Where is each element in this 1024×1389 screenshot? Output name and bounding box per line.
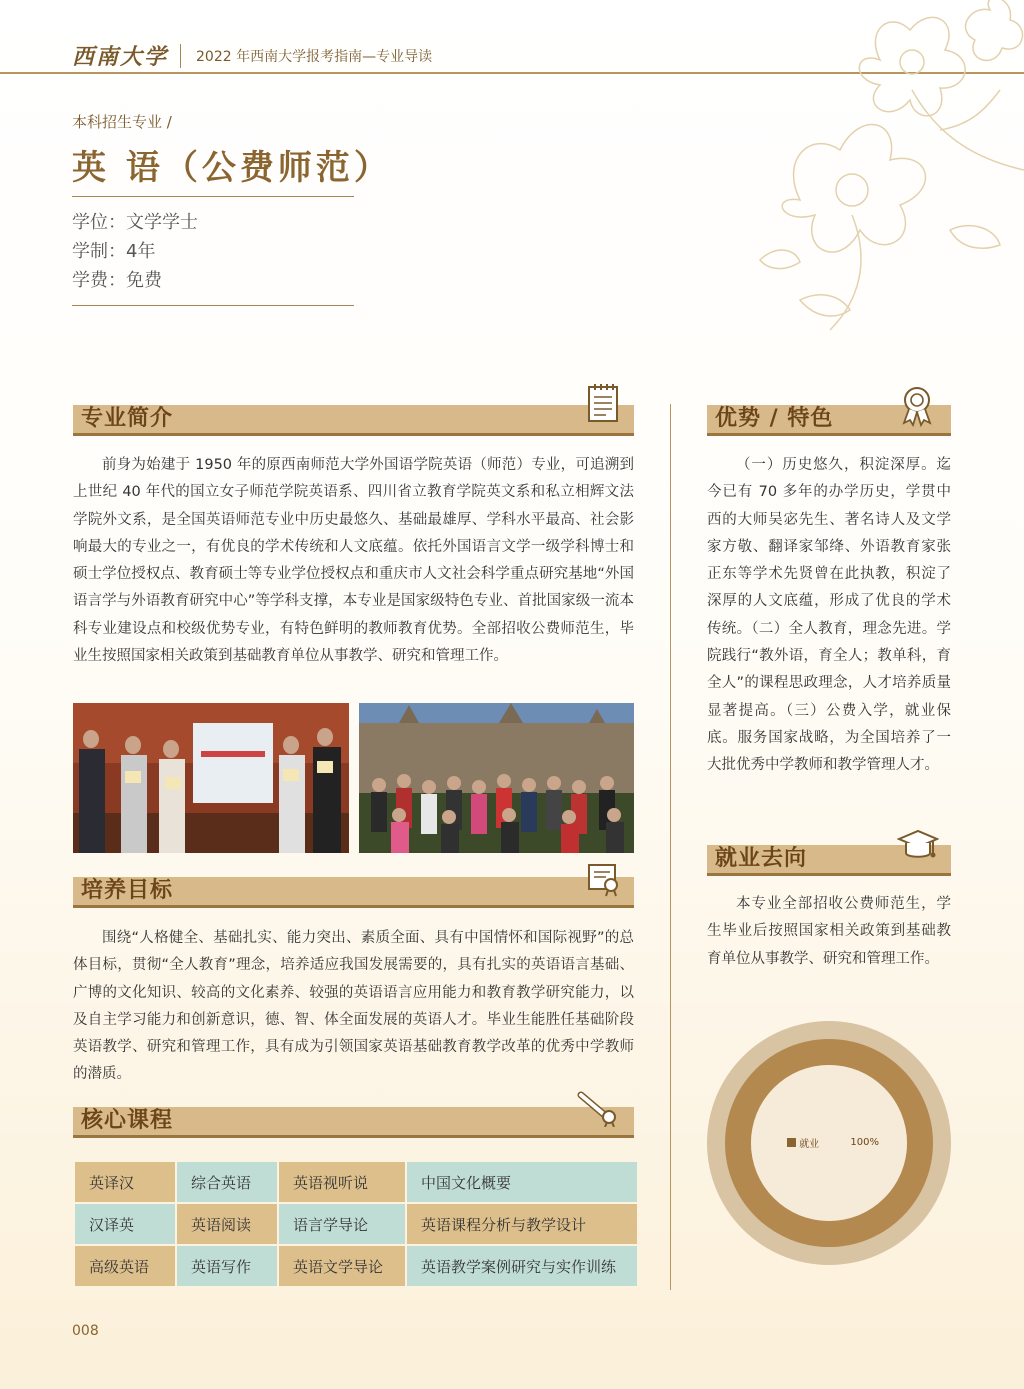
course-cell: 英语视听说 <box>279 1162 405 1202</box>
course-cell: 英语文学导论 <box>279 1246 405 1286</box>
legend-swatch <box>787 1138 796 1147</box>
major-title: 英 语（公费师范） <box>72 148 392 188</box>
facts-list <box>72 208 198 295</box>
header-separator <box>180 44 181 68</box>
certificate-scroll-icon <box>585 859 623 897</box>
table-row <box>75 1162 637 1202</box>
category-label: 本科招生专业 / <box>72 113 172 131</box>
table-row <box>75 1246 637 1286</box>
award-ribbon-icon <box>899 385 935 427</box>
course-cell: 高级英语 <box>75 1246 175 1286</box>
facts-rule <box>72 305 354 306</box>
chart-legend <box>787 1135 879 1150</box>
course-cell: 语言学导论 <box>279 1204 405 1244</box>
section-header-employment <box>707 845 951 876</box>
course-table <box>73 1160 639 1288</box>
overview-paragraph: 前身为始建于 1950 年的原西南师范大学外国语学院英语（师范）专业，可追溯到上世纪 40 年代的国立女子师范学院英语系、四川省立教育学院英文系和私立相辉文法学院外文系，是全国英语师范专业中历史最悠久、基础最雄厚、学科水平最高、社会影响最大的专业之一，有优良的学术传统和人文底蕴。依托外国语言文学一级学科博士和硕士学位授权点、教育硕士等专业学位授权点和重庆市人文社会科学重点研究基地“外国语言学与外语教育研究中心”等学科支撑，本专业是国家级特色专业、首批国家级一流本科专业建设点和校级优势专业，有特色鲜明的教师教育优势。全部招收公费师范生，毕业生按照国家相关政策到基础教育单位从事教学、研究和管理工作。 <box>73 457 634 665</box>
fee-text: 学费：免费 <box>72 270 162 291</box>
group-photo <box>359 703 634 853</box>
column-divider <box>670 404 671 1290</box>
table-row <box>75 1204 637 1244</box>
course-cell: 英译汉 <box>75 1162 175 1202</box>
employment-paragraph: 本专业全部招收公费师范生，学生毕业后按照国家相关政策到基础教育单位从事教学、研究和管理工作。 <box>707 896 951 967</box>
duration-text: 学制：4年 <box>72 241 156 262</box>
diploma-scroll-icon <box>577 1087 619 1127</box>
header-title: 2022 年西南大学报考指南—专业导读 <box>196 49 433 65</box>
section-header-goals <box>73 877 634 908</box>
title-rule <box>72 196 354 197</box>
section-title-goals: 培养目标 <box>81 878 174 903</box>
section-header-features <box>707 405 951 436</box>
notepad-icon <box>586 383 620 423</box>
legend-label: 就业 <box>799 1139 820 1150</box>
degree-text: 学位：文学学士 <box>72 212 198 233</box>
page-number: 008 <box>72 1323 99 1339</box>
course-cell: 英语写作 <box>177 1246 277 1286</box>
section-header-courses <box>73 1107 634 1138</box>
section-title-employment: 就业去向 <box>715 846 808 871</box>
section-header-overview <box>73 405 634 436</box>
course-cell: 英语阅读 <box>177 1204 277 1244</box>
section-title-courses: 核心课程 <box>81 1108 174 1133</box>
university-logo: 西南大学 <box>72 44 169 70</box>
course-cell: 综合英语 <box>177 1162 277 1202</box>
features-paragraph: （一）历史悠久，积淀深厚。迄今已有 70 多年的办学历史，学贯中西的大师吴宓先生、著名诗人及文学家方敬、翻译家邹绛、外语教育家张正东等学术先贤曾在此执教，积淀了深厚的人文底蕴，形成了优良的学术传统。（二）全人教育，理念先进。学院践行“教外语，育全人；教单科，育全人”的课程思政理念，人才培养质量显著提高。（三）公费入学，就业保底。服务国家战略，为全国培养了一大批优秀中学教师和教学管理人才。 <box>707 457 951 774</box>
course-cell: 中国文化概要 <box>407 1162 637 1202</box>
goals-paragraph: 围绕“人格健全、基础扎实、能力突出、素质全面、具有中国情怀和国际视野”的总体目标，贯彻“全人教育”理念，培养适应我国发展需要的，具有扎实的英语语言基础、广博的文化知识、较高的文化素养、较强的英语语言应用能力和教育教学研究能力，以及自主学习能力和创新意识，德、智、体全面发展的英语人才。毕业生能胜任基础阶段英语教学、研究和管理工作，具有成为引领国家英语基础教育教学改革的优秀中学教师的潜质。 <box>73 930 634 1083</box>
legend-value: 100% <box>850 1137 879 1148</box>
floral-decoration <box>740 0 1024 340</box>
section-title-overview: 专业简介 <box>81 406 174 431</box>
section-title-features: 优势 / 特色 <box>715 406 834 431</box>
course-cell: 汉译英 <box>75 1204 175 1244</box>
ceremony-photo <box>73 703 349 853</box>
course-cell: 英语课程分析与教学设计 <box>407 1204 637 1244</box>
course-cell: 英语教学案例研究与实作训练 <box>407 1246 637 1286</box>
graduation-cap-icon <box>897 829 939 863</box>
